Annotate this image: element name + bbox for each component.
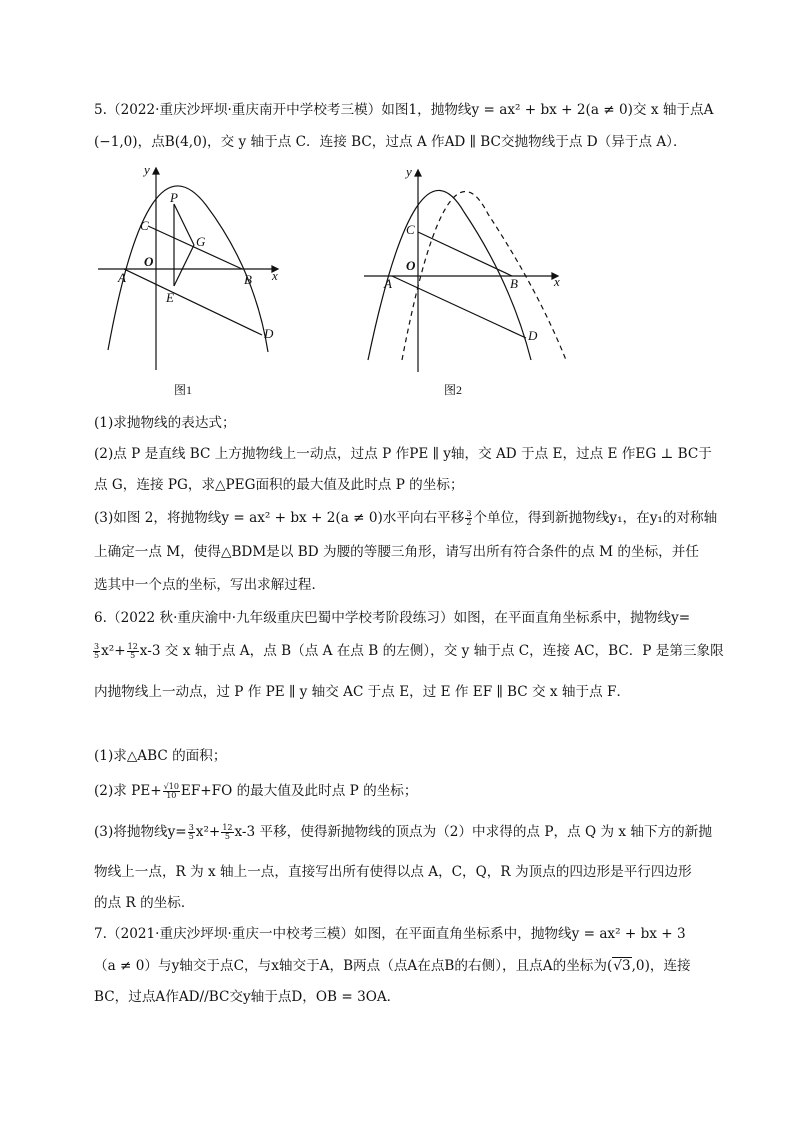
p6-q3-text-mid: x²+ xyxy=(195,824,221,840)
p5-q2-line1: (2)点 P 是直线 BC 上方抛物线上一动点，过点 P 作PE ∥ y轴，交 AD 于点 E，过点 E 作EG ⊥ BC于 xyxy=(94,446,712,462)
p6-q3-line2: 物线上一点，R 为 x 轴上一点，直接写出所有使得以点 A，C，Q，R 为顶点的四边形是平行四边形 xyxy=(94,864,692,880)
p5-q3-line3: 选其中一个点的坐标，写出求解过程． xyxy=(94,577,326,593)
fig1-label-d: D xyxy=(264,326,274,341)
p7-line2 xyxy=(94,956,691,976)
fig2-label-o: O xyxy=(406,258,416,273)
p6-q3-text-post: x-3 平移，使得新抛物线的顶点为（2）中求得的点 P，点 Q 为 x 轴下方的新抛 xyxy=(234,824,712,840)
fig1-label-p: P xyxy=(170,190,178,205)
p5-q2-line2: 点 G，连接 PG，求△PEG面积的最大值及此时点 P 的坐标； xyxy=(94,477,464,493)
fig1-label-x: x xyxy=(272,268,278,283)
fig1-label-y: y xyxy=(144,162,150,177)
fig2-label-a: A xyxy=(384,276,392,291)
fig1-label-g: G xyxy=(196,234,206,249)
fig1-caption: 图1 xyxy=(174,383,193,397)
fig2-label-c: C xyxy=(406,222,415,237)
p6-q2-fraction: $\frac{√10}{10}$ xyxy=(163,782,179,800)
figure-1 xyxy=(90,160,290,400)
p5-q3-line1 xyxy=(94,508,717,528)
fig2-label-d: D xyxy=(528,328,538,343)
fig1-label-c: C xyxy=(140,218,149,233)
fig2-line-ad xyxy=(392,276,526,338)
p7-line3: BC，过点A作AD//BC交y轴于点D，OB = 3OA． xyxy=(94,989,401,1005)
fig1-label-e: E xyxy=(166,290,174,305)
p5-q3-fraction: $\frac{3}{2}$ xyxy=(466,509,472,527)
fig2-parabola xyxy=(368,190,531,360)
fig2-label-b: B xyxy=(510,276,518,291)
figure-2 xyxy=(356,160,576,400)
p5-line1: 5.（2022·重庆沙坪坝·重庆南开中学校考三模）如图1，抛物线y = ax² + bx + 2(a ≠ 0)交 x 轴于点A xyxy=(94,102,714,118)
fig2-y-arrow xyxy=(415,170,421,176)
p5-q3-text-post: 个单位，得到新抛物线y₁，在y₁的对称轴 xyxy=(473,510,718,526)
p7-line2-text-post: ,0)，连接 xyxy=(631,958,691,974)
p5-q1: (1)求抛物线的表达式； xyxy=(94,415,236,431)
fig2-label-x: x xyxy=(554,274,560,289)
p6-q2 xyxy=(94,781,417,801)
fig1-label-b: B xyxy=(244,272,252,287)
fig1-label-o: O xyxy=(144,254,154,269)
p6-q2-text-post: EF+FO 的最大值及此时点 P 的坐标； xyxy=(180,783,418,799)
p6-frac-a: $\frac{3}{5}$ xyxy=(94,642,100,660)
p5-q3-line2: 上确定一点 M，使得△BDM是以 BD 为腰的等腰三角形，请写出所有符合条件的点 M 的坐标，并任 xyxy=(94,544,699,560)
p6-frac-b: $\frac{12}{5}$ xyxy=(127,642,138,660)
p5-q3-text-pre: (3)如图 2，将抛物线y = ax² + bx + 2(a ≠ 0)水平向右平移 xyxy=(94,510,465,526)
p6-line2-text-a: x²+ xyxy=(101,643,126,659)
p7-line2-text-pre: （a ≠ 0）与y轴交于点C，与x轴交于A，B两点（点A在点B的右侧），且点A的坐标为( xyxy=(94,958,613,974)
p7-sqrt3: √3 xyxy=(613,958,631,974)
p7-line1: 7.（2021·重庆沙坪坝·重庆一中校考三模）如图，在平面直角坐标系中，抛物线y = ax² + bx + 3 xyxy=(94,926,686,942)
p6-line2-text-b: x-3 交 x 轴于点 A，点 B（点 A 在点 B 的左侧），交 y 轴于点 C，连接 AC，BC．P 是第三象限 xyxy=(139,643,724,659)
p6-q3-text-pre: (3)将抛物线y= xyxy=(94,824,187,840)
p6-q3-frac-b: $\frac{12}{5}$ xyxy=(222,823,233,841)
p6-q1: (1)求△ABC 的面积； xyxy=(94,748,227,764)
fig1-y-arrow xyxy=(153,168,159,174)
p6-q2-text-pre: (2)求 PE+ xyxy=(94,783,162,799)
p5-line2: (−1,0)，点B(4,0)，交 y 轴于点 C．连接 BC，过点 A 作AD ∥ BC交抛物线于点 D（异于点 A）． xyxy=(94,134,687,150)
fig1-segment-eg xyxy=(174,245,194,286)
p6-q3-line1 xyxy=(94,822,712,842)
fig1-label-a: A xyxy=(118,270,126,285)
fig2-label-y: y xyxy=(406,164,412,179)
fig1-line-cb xyxy=(148,226,242,269)
fig2-caption: 图2 xyxy=(444,383,463,397)
p6-line2 xyxy=(92,641,724,661)
fig1-line-ad xyxy=(124,269,262,335)
p6-line3: 内抛物线上一动点，过 P 作 PE ∥ y 轴交 AC 于点 E，过 E 作 EF ∥ BC 交 x 轴于点 F． xyxy=(94,684,631,700)
fig2-line-cb xyxy=(418,232,512,276)
p6-q3-line3: 的点 R 的坐标． xyxy=(94,895,195,911)
p6-q3-frac-a: $\frac{3}{5}$ xyxy=(188,823,194,841)
p6-line1: 6.（2022 秋·重庆渝中·九年级重庆巴蜀中学校考阶段练习）如图，在平面直角坐标系中，抛物线y= xyxy=(94,610,691,626)
